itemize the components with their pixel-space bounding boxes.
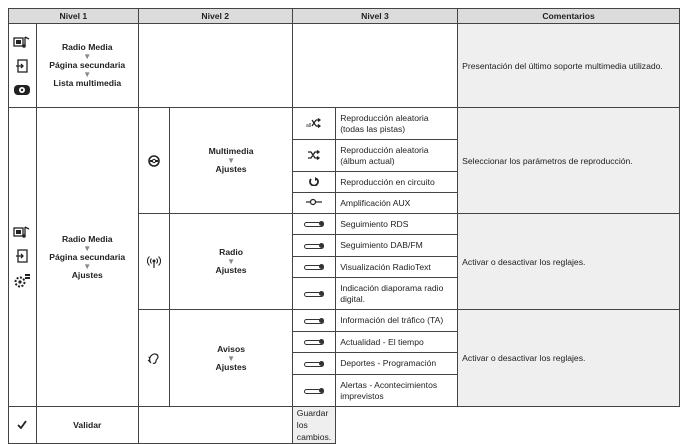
level3-item: Seguimiento DAB/FM [336,235,458,257]
header-nivel-2: Nivel 2 [138,9,292,24]
avisos-level2-cell [170,310,292,407]
announcements-icon [147,351,161,365]
shuffle-icon [307,150,321,160]
radio-icon [147,255,161,269]
toggle-icon [304,319,324,324]
level3-item: Reproducción aleatoria (álbum actual) [336,140,458,172]
toggle-icon-cell [292,310,335,332]
level3-item: Indicación diaporama radio digital. [336,278,458,310]
row-multimedia-1 [9,108,680,140]
level2-ajustes: Ajustes [215,265,247,275]
toggle-icon [304,265,324,270]
media-chain-cell [36,24,138,108]
toggle-icon [304,340,324,345]
repeat-icon [308,176,320,186]
menu-levels-table [8,8,680,444]
toggle-icon [304,292,324,297]
media-source-icon [13,35,31,49]
media-icon-column [9,24,37,108]
exit-icon [15,249,29,263]
checkmark-icon [17,420,27,429]
level3-item: Alertas - Acontecimientos imprevistos [336,375,458,407]
down-arrow-icon: ▼ [83,70,92,79]
level3-item: Amplificación AUX [336,193,458,214]
media-source-icon [13,225,31,239]
empty-level2-cell [138,24,292,108]
aux-icon-cell [292,193,335,214]
svg-text:all: all [305,122,311,128]
radio-level2-cell [170,214,292,310]
checkmark-icon-cell [9,407,37,444]
radio-comment: Activar o desactivar los reglajes. [458,214,680,310]
level3-item: Seguimiento RDS [336,214,458,235]
avisos-comment: Activar o desactivar los reglajes. [458,310,680,407]
toggle-icon [304,389,324,394]
header-row [9,9,680,24]
announcements-icon-cell [138,310,170,407]
row-validar [9,407,680,444]
shuffle-all-icon-cell [292,108,335,140]
toggle-icon-cell [292,332,335,353]
chain-item-radio-media: Radio Media [61,42,113,52]
level3-item: Reproducción aleatoria (todas las pistas) [336,108,458,140]
validar-label: Validar [36,407,138,444]
down-arrow-icon: ▼ [83,52,92,61]
empty-level3-cell [292,24,457,108]
toggle-icon-cell [292,353,335,375]
shuffle-icon-cell [292,140,335,172]
chain-item-radio-media: Radio Media [61,233,113,244]
level2-ajustes: Ajustes [215,361,247,372]
down-arrow-icon: ▼ [227,156,236,165]
toggle-icon [304,222,324,227]
chain-item-pagina-secundaria: Página secundaria [49,60,126,70]
header-nivel-3: Nivel 3 [292,9,457,24]
level2-radio: Radio [219,247,243,257]
toggle-icon-cell [292,235,335,257]
level2-ajustes: Ajustes [215,164,247,174]
row-media-list [9,24,680,108]
chain-item-ajustes: Ajustes [71,269,103,280]
down-arrow-icon: ▼ [83,261,92,271]
media-comment: Presentación del último soporte multimedia utilizado. [458,24,680,108]
toggle-icon-cell [292,278,335,310]
shuffle-all-icon [306,118,322,128]
chain-item-lista-multimedia: Lista multimedia [53,78,122,88]
multimedia-comment: Seleccionar los parámetros de reproducción. [458,108,680,214]
level3-item: Visualización RadioText [336,257,458,278]
level2-multimedia: Multimedia [208,146,254,156]
header-nivel-1: Nivel 1 [9,9,139,24]
settings-icon-column [9,108,37,407]
level3-item: Actualidad - El tiempo [336,332,458,353]
chain-item-pagina-secundaria: Página secundaria [49,251,126,262]
media-list-icon [13,83,31,97]
level3-item: Reproducción en circuito [336,172,458,193]
level3-item: Información del tráfico (TA) [336,310,458,332]
multimedia-level2-cell [170,108,292,214]
aux-icon [305,198,323,206]
toggle-icon [304,244,324,249]
down-arrow-icon: ▼ [227,353,236,363]
empty-level3-cell [138,407,292,444]
level3-item: Deportes - Programación [336,353,458,375]
multimedia-icon [147,155,161,167]
header-comentarios: Comentarios [458,9,680,24]
toggle-icon-cell [292,214,335,235]
down-arrow-icon: ▼ [227,257,236,266]
toggle-icon [304,362,324,367]
validar-comment: Guardar los cambios. [292,407,335,444]
toggle-icon-cell [292,375,335,407]
settings-icon [13,273,31,289]
level2-avisos: Avisos [217,343,245,354]
settings-chain-cell [36,108,138,407]
radio-icon-cell [138,214,170,310]
exit-icon [15,59,29,73]
multimedia-icon-cell [138,108,170,214]
toggle-icon-cell [292,257,335,278]
down-arrow-icon: ▼ [83,243,92,253]
repeat-icon-cell [292,172,335,193]
